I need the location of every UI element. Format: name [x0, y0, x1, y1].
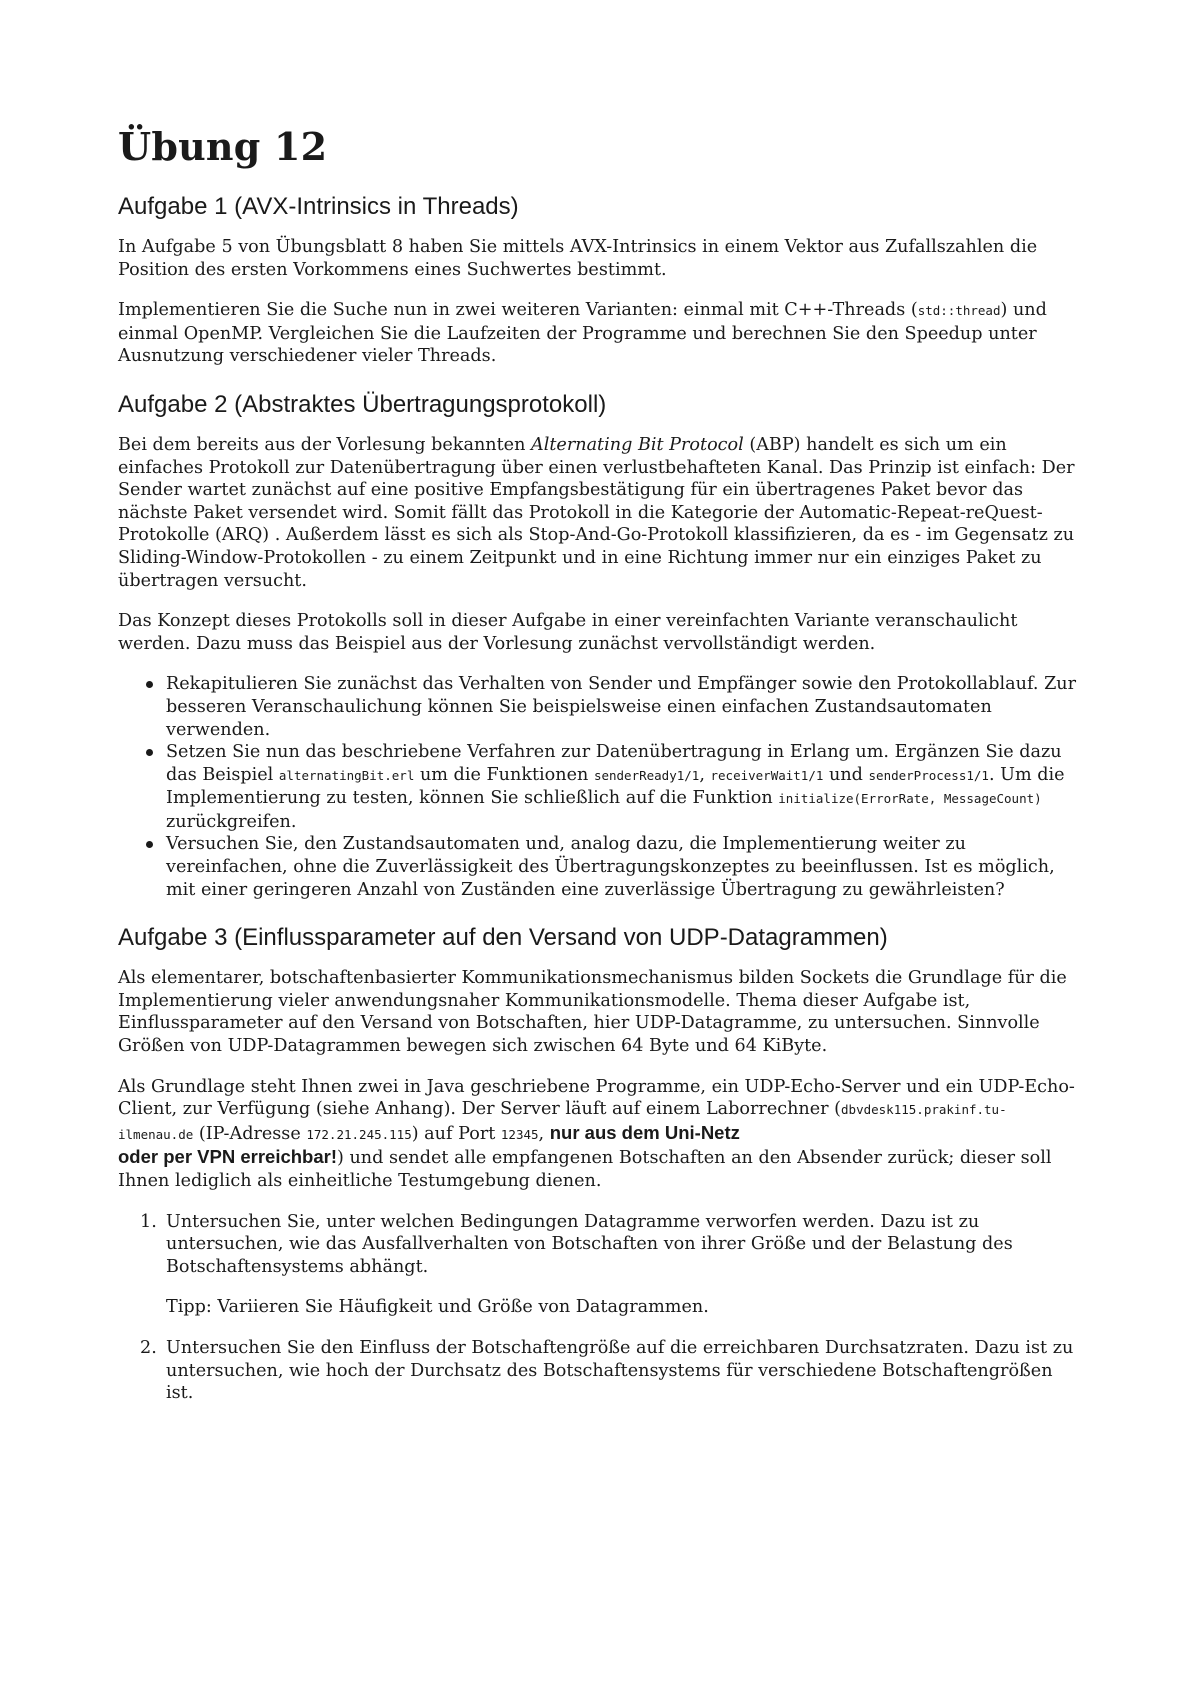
bullet-text: Versuchen Sie, den Zustandsautomaten und, analog dazu, die Implementierung weiter zu vereinfachen, ohne die Zuverlässigkeit des Übertragungskonzeptes zu beeinflussen. Ist es möglich, mit einer geringeren Anzahl von Zuständen eine zuverlässige Übertragung zu gewährleisten?	[166, 834, 1055, 900]
code-filename: alternatingBit.erl	[278, 767, 415, 783]
bullet-item	[166, 673, 1078, 741]
task-2-bullet-list	[118, 673, 1078, 901]
text-fragment: ,	[699, 764, 711, 785]
text-fragment: . Um die Implementierung zu testen, können Sie schließlich auf die Funktion	[166, 764, 1065, 809]
text-fragment: Setzen Sie nun das beschriebene Verfahren zur Datenübertragung in Erlang um. Ergänzen Sie dazu das Beispiel	[166, 742, 1062, 785]
text-fragment: (IP-Adresse	[193, 1123, 307, 1144]
bold-notice: nur aus dem Uni-Netz	[549, 1121, 740, 1143]
bullet-icon	[146, 841, 153, 848]
text-fragment: zurückgreifen.	[166, 811, 297, 832]
code-ip-address: 172.21.245.115	[306, 1126, 412, 1142]
item-number: 2.	[140, 1337, 157, 1358]
document-content	[118, 124, 1078, 1423]
text-fragment: Als Grundlage steht Ihnen zwei in Java geschriebene Programme, ein UDP-Echo-Server und ein UDP-Echo-Client, zur Verfügung (siehe Anhang). Der Server läuft auf einem Laborrechner (	[118, 1076, 1075, 1120]
protocol-name: Alternating Bit Protocol	[531, 434, 744, 455]
code-function: senderProcess1/1	[868, 767, 989, 783]
bullet-icon	[146, 749, 153, 756]
text-fragment: Bei dem bereits aus der Vorlesung bekannten	[118, 434, 532, 455]
text-fragment: ) auf Port	[411, 1123, 501, 1144]
code-function: receiverWait1/1	[710, 767, 824, 783]
bullet-item	[166, 833, 1078, 901]
text-fragment: um die Funktionen	[414, 764, 594, 785]
item-tip: Tipp: Variieren Sie Häufigkeit und Größe von Datagrammen.	[166, 1297, 709, 1318]
bold-notice: oder per VPN erreichbar!	[118, 1146, 337, 1168]
task-3-heading: Aufgabe 3 (Einflussparameter auf den Versand von UDP-Datagrammen)	[118, 924, 888, 952]
task-2-heading: Aufgabe 2 (Abstraktes Übertragungsprotokoll)	[118, 390, 607, 418]
item-text: Untersuchen Sie den Einfluss der Botschaftengröße auf die erreichbaren Durchsatzraten. Dazu ist zu untersuchen, wie hoch der Durchsatz des Botschaftensystems für verschiedene Botschaftengrößen ist.	[166, 1337, 1074, 1404]
page-title: Übung 12	[118, 124, 328, 169]
text-fragment: ) und sendet alle empfangenen Botschaften an den Absender zurück; dieser soll Ihnen lediglich als einheitliche Testumgebung dienen.	[118, 1148, 1052, 1191]
bullet-text: Rekapitulieren Sie zunächst das Verhalten von Sender und Empfänger sowie den Protokollablauf. Zur besseren Veranschaulichung können Sie beispielsweise einen einfachen Zustandsautomaten verwenden.	[166, 674, 1077, 740]
text-fragment: (ABP) handelt es sich um ein einfaches Protokoll zur Datenübertragung über einen verlustbehafteten Kanal. Das Prinzip ist einfach: Der Sender wartet zunächst auf eine positive Empfangsbestätigung für ein übertragenes Paket bevor das nächste Paket versendet wird. Somit fällt das Protokoll in die Kategorie der Automatic-Repeat-reQuest-Protokolle (ARQ) . Außerdem lässt es sich als Stop-And-Go-Protokoll klassifizieren, da es - im Gegensatz zu Sliding-Window-Protokollen - zu einem Zeitpunkt und in eine Richtung immer nur ein einziges Paket zu übertragen versucht.	[118, 434, 1075, 591]
task-3-paragraph-2	[118, 1076, 1078, 1193]
task-1-paragraph-1: In Aufgabe 5 von Übungsblatt 8 haben Sie mittels AVX-Intrinsics in einem Vektor aus Zufallszahlen die Position des ersten Vorkommens eines Suchwertes bestimmt.	[118, 237, 1038, 280]
code-function: initialize(ErrorRate, MessageCount)	[778, 791, 1042, 807]
text-fragment: ,	[538, 1123, 550, 1144]
text-fragment: und	[823, 764, 869, 785]
code-function: senderReady1/1	[593, 767, 700, 783]
text-fragment: Implementieren Sie die Suche nun in zwei weiteren Varianten: einmal mit C++-Threads (	[118, 300, 918, 321]
task-2-paragraph-2: Das Konzept dieses Protokolls soll in dieser Aufgabe in einer vereinfachten Variante veranschaulicht werden. Dazu muss das Beispiel aus der Vorlesung zunächst vervollständigt werden.	[118, 611, 1018, 654]
task-2-paragraph-1	[118, 434, 1078, 592]
code-hostname: dbvdesk115.prakinf.tu-ilmenau.de	[118, 1102, 1007, 1142]
item-number: 1.	[140, 1211, 157, 1232]
task-1-paragraph-2	[118, 299, 1078, 368]
task-3-numbered-list	[118, 1211, 1078, 1405]
bullet-item	[166, 741, 1078, 833]
numbered-item	[140, 1211, 1078, 1319]
bullet-icon	[146, 681, 153, 688]
numbered-item	[140, 1337, 1078, 1405]
code-port: 12345	[500, 1126, 539, 1142]
text-fragment: ) und einmal OpenMP. Vergleichen Sie die Laufzeiten der Programme und berechnen Sie den Speedup unter Ausnutzung verschiedener vieler Threads.	[118, 300, 1047, 367]
code-std-thread: std::thread	[917, 303, 1001, 319]
item-text: Untersuchen Sie, unter welchen Bedingungen Datagramme verworfen werden. Dazu ist zu untersuchen, wie das Ausfallverhalten von Botschaften von ihrer Größe und der Belastung des Botschaftensystems abhängt.	[166, 1211, 1013, 1277]
task-1-heading: Aufgabe 1 (AVX-Intrinsics in Threads)	[118, 193, 519, 220]
task-3-paragraph-1: Als elementarer, botschaftenbasierter Kommunikationsmechanismus bilden Sockets die Grundlage für die Implementierung vieler anwendungsnaher Kommunikationsmodelle. Thema dieser Aufgabe ist, Einflussparameter auf den Versand von Botschaften, hier UDP-Datagramme, zu untersuchen. Sinnvolle Größen von UDP-Datagrammen bewegen sich zwischen 64 Byte und 64 KiByte.	[118, 968, 1067, 1057]
